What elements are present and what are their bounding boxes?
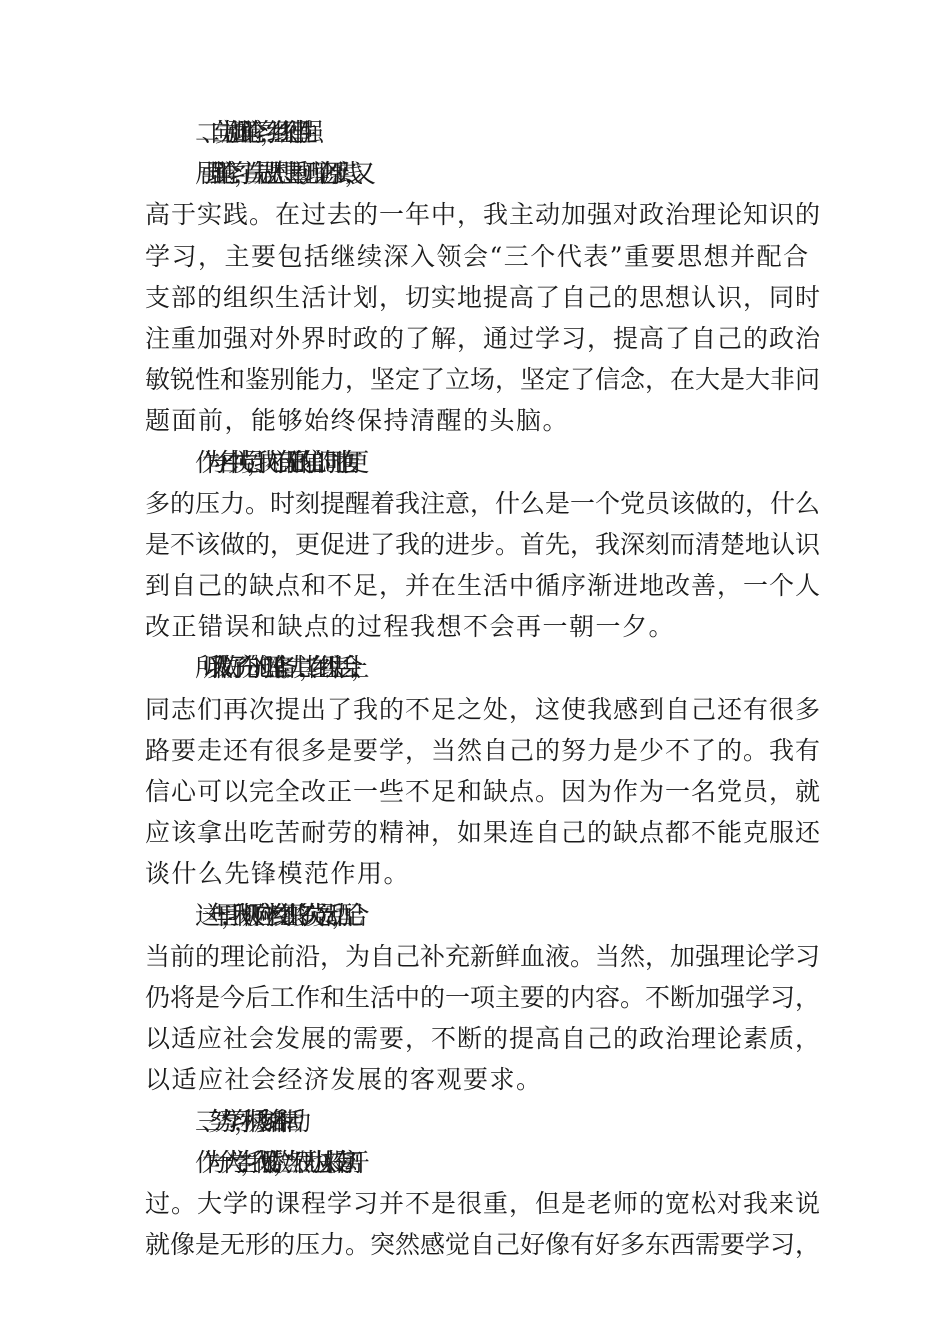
text-line: 同志们再次提出了我的不足之处，这使我感到自己还有很多 (145, 694, 822, 724)
text-line: 这一年里，我积极响应学校组织的多次党员活动，配合 (195, 900, 352, 930)
text-line: 作为一个大学生，我很骄傲，当然压力也从来没有离开 (195, 1147, 352, 1177)
text-line: 信心可以完全改正一些不足和缺点。因为作为一名党员，就 (145, 777, 822, 806)
text-line: 题面前，能够始终保持清醒的头脑。 (145, 406, 570, 436)
text-line: 支部的组织生活计划，切实地提高了自己的思想认识，同时 (145, 282, 822, 312)
text-line: 是不该做的，更促进了我的进步。首先，我深刻而清楚地认识 (145, 529, 821, 559)
text-line: 谈什么先锋模范作用。 (145, 859, 411, 889)
text-line: 高于实践。在过去的一年中，我主动加强对政治理论知识的 (145, 200, 822, 230)
text-line: 以适应社会经济发展的客观要求。 (145, 1065, 543, 1095)
text-line: 应该拿出吃苦耐劳的精神，如果连自己的缺点都不能克服还 (145, 818, 822, 848)
text-line: 就像是无形的压力。突然感觉自己好像有好多东西需要学习， (145, 1230, 821, 1260)
text-line: 当前的理论前沿，为自己补充新鲜血液。当然，加强理论学习 (145, 941, 821, 971)
text-line: 居强理论学习，首先是从思想上重视。理论源于实践，又 (195, 159, 358, 189)
text-line: 改正错误和缺点的过程我想不会再一朝一夕。 (145, 612, 676, 642)
text-line: 多的压力。时刻提醒着我注意，什么是一个党员该做的，什么 (145, 488, 821, 518)
text-line: 二、自觉加强理论学习，组织纪律性强 (195, 118, 306, 147)
text-line: 所以我做好了充分的心理准备。尤其，在组织生活会上， (195, 653, 358, 683)
text-line: 学习，主要包括继续深入领会“三个代表”重要思想并配合 (145, 241, 810, 271)
text-line: 仍将是今后工作和生活中的一项主要的内容。不断加强学习， (145, 982, 821, 1012)
text-line: 以适应社会发展的需要，不断的提高自己的政治理论素质， (145, 1024, 822, 1054)
text-line: 过。大学的课程学习并不是很重，但是老师的宽松对我来说 (145, 1188, 822, 1218)
text-line: 到自己的缺点和不足，并在生活中循序渐进地改善，一个人 (145, 571, 822, 601)
text-line: 三、努力学习，积极参加各种活动 (195, 1106, 293, 1136)
text-line: 注重加强对外界时政的了解，通过学习，提高了自己的政治 (145, 323, 822, 353)
text-line: 敏锐性和鉴别能力，坚定了立场，坚定了信念，在大是大非问 (145, 365, 821, 395)
text-line: 作为一名中共党员，我内心有无限的信心的同时也有更 (195, 447, 352, 477)
text-line: 路要走还有很多是要学，当然自己的努力是少不了的。我有 (145, 735, 822, 765)
document-body (145, 112, 825, 1265)
